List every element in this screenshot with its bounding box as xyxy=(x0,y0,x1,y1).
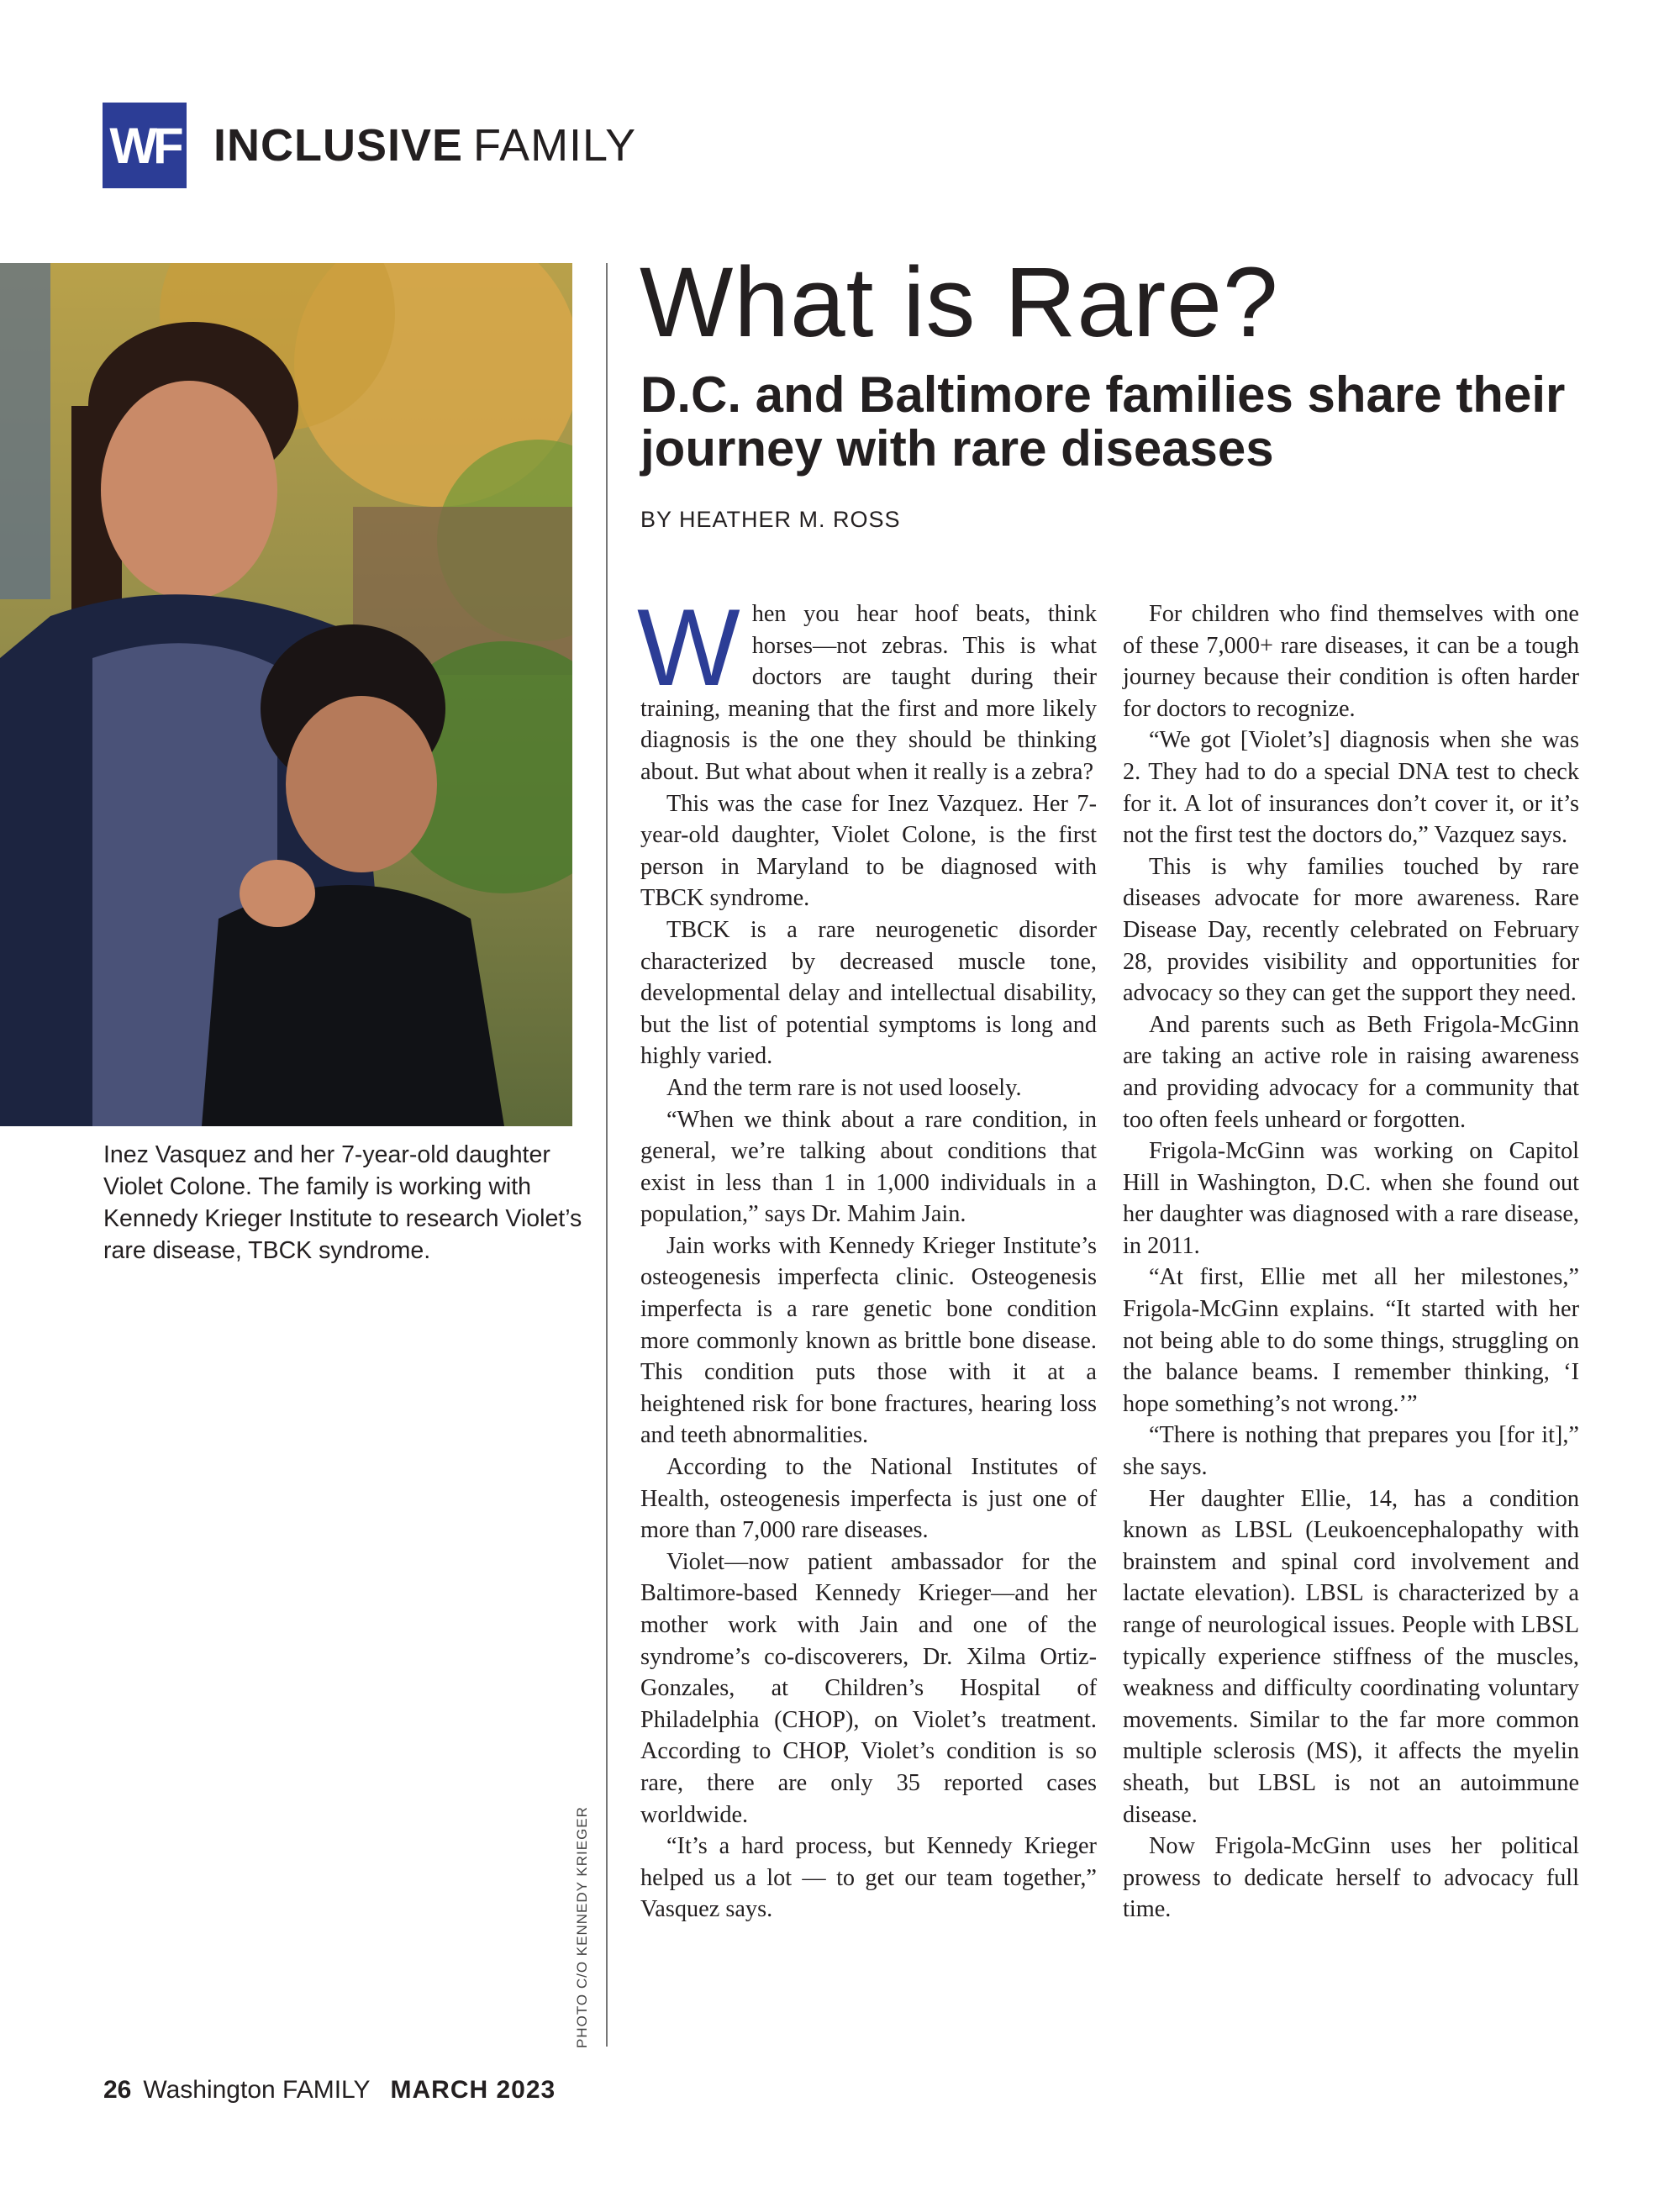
issue-date: MARCH 2023 xyxy=(390,2076,556,2104)
paragraph: And the term rare is not used loosely. xyxy=(666,1074,1022,1101)
photo-credit: PHOTO C/O KENNEDY KRIEGER xyxy=(574,1806,590,2048)
paragraph: And parents such as Beth Frigola-McGinn are taking an active role in raising awareness and providing advocacy for a community that too often feels unheard or forgotten. xyxy=(1123,1011,1579,1133)
section-header xyxy=(103,103,636,188)
paragraph: Jain works with Kennedy Krieger Institute’s osteogenesis imperfecta clinic. Osteogenesis imperfecta is a rare genetic bone condition more commonly known as brittle bone disease. This condition puts those with it at a heightened risk for bone fractures, hearing loss and teeth abnormalities. xyxy=(640,1232,1097,1449)
page-footer xyxy=(103,2076,556,2105)
article-subtitle: D.C. and Baltimore families share their journey with rare diseases xyxy=(640,366,1566,477)
article-column-right xyxy=(1123,598,1579,1926)
section-label-light: FAMILY xyxy=(473,120,637,171)
section-label-bold: INCLUSIVE xyxy=(213,120,464,171)
photo-illustration xyxy=(0,263,572,1126)
article-column-left xyxy=(637,586,1097,1926)
article-photo xyxy=(0,263,572,1126)
section-label xyxy=(213,119,636,171)
wf-logo: WF xyxy=(103,103,187,188)
byline: BY HEATHER M. ROSS xyxy=(640,507,901,532)
paragraph: According to the National Institutes of Health, osteogenesis imperfecta is just one of more than 7,000 rare diseases. xyxy=(640,1454,1097,1544)
photo-caption: Inez Vasquez and her 7-year-old daughter Violet Colone. The family is working with Kennedy Krieger Institute to research Violet’s rare disease, TBCK syndrome. xyxy=(103,1141,582,1264)
paragraph xyxy=(637,586,1097,788)
paragraph: “When we think about a rare condition, in general, we’re talking about conditions that exist in less than 1 in 1,000 individuals in a population,” says Dr. Mahim Jain. xyxy=(640,1106,1097,1228)
paragraph: For children who find themselves with one of these 7,000+ rare diseases, it can be a tough journey because their condition is often harder for doctors to recognize. xyxy=(1123,601,1579,722)
paragraph: Violet—now patient ambassador for the Baltimore-based Kennedy Krieger—and her mother work with Jain and one of the syndrome’s co-discoverers, Dr. Xilma Ortiz-Gonzales, at Children’s Hospital of Philadelphia (CHOP), on Violet’s treatment. According to CHOP, Violet’s condition is so rare, there are only 35 reported cases worldwide. xyxy=(640,1548,1097,1828)
paragraph: Her daughter Ellie, 14, has a condition known as LBSL (Leukoencephalopathy with brainstem and spinal cord involvement and lactate elevation). LBSL is characterized by a range of neurological issues. People with LBSL typically experience stiffness of the muscles, weakness and difficulty coordinating voluntary movements. Similar to the far more common multiple sclerosis (MS), it affects the myelin sheath, but LBSL is not an autoimmune disease. xyxy=(1123,1485,1579,1828)
drop-cap: W xyxy=(637,586,740,709)
paragraph: Frigola-McGinn was working on Capitol Hill in Washington, D.C. when she found out her daughter was diagnosed with a rare disease, in 2011. xyxy=(1123,1138,1579,1259)
paragraph: “We got [Violet’s] diagnosis when she was 2. They had to do a special DNA test to check for it. A lot of insurances don’t cover it, or it’s not the first test the doctors do,” Vazquez says. xyxy=(1123,727,1579,849)
page-number: 26 xyxy=(103,2076,132,2104)
article-title: What is Rare? xyxy=(640,247,1279,358)
paragraph-text: hen you hear hoof beats, think horses—not zebras. This is what doctors are taught during their training, meaning that the first and more likely diagnosis is the one they should be thinking about. But what about when it really is a zebra? xyxy=(640,601,1097,785)
paragraph: “It’s a hard process, but Kennedy Krieger helped us a lot — to get our team together,” Vasquez says. xyxy=(640,1833,1097,1923)
paragraph: “There is nothing that prepares you [for it],” she says. xyxy=(1123,1422,1579,1481)
paragraph: This is why families touched by rare diseases advocate for more awareness. Rare Disease Day, recently celebrated on February 28, provides visibility and opportunities for advocacy so they can get the support they need. xyxy=(1123,853,1579,1007)
paragraph: TBCK is a rare neurogenetic disorder characterized by decreased muscle tone, developmental delay and intellectual disability, but the list of potential symptoms is long and highly varied. xyxy=(640,916,1097,1070)
column-divider xyxy=(606,263,608,2047)
paragraph: Now Frigola-McGinn uses her political prowess to dedicate herself to advocacy full time. xyxy=(1123,1833,1579,1923)
paragraph: This was the case for Inez Vazquez. Her 7-year-old daughter, Violet Colone, is the first person in Maryland to be diagnosed with TBCK syndrome. xyxy=(640,790,1097,912)
magazine-name: Washington FAMILY xyxy=(143,2076,371,2104)
paragraph: “At first, Ellie met all her milestones,” Frigola-McGinn explains. “It started with her not being able to do some things, struggling on the balance beams. I remember thinking, ‘I hope something’s not wrong.’” xyxy=(1123,1264,1579,1417)
